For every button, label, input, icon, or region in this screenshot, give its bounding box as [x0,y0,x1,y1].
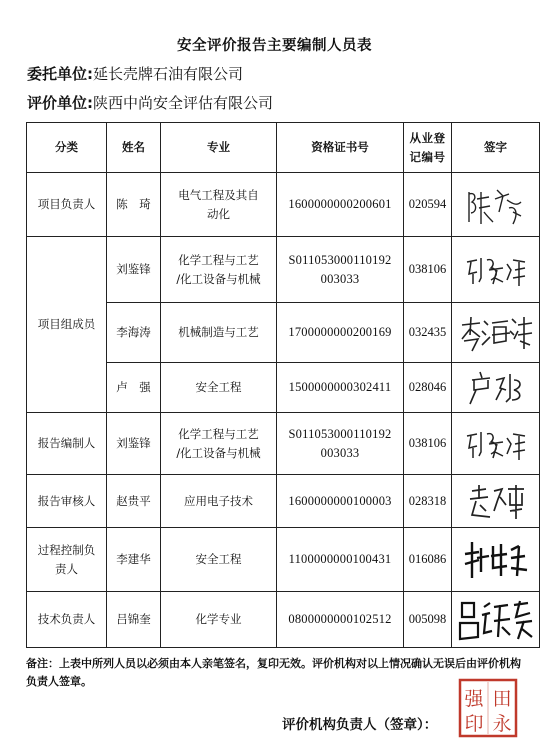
client-value: 延长壳牌石油有限公司 [93,65,244,83]
signature-image [466,368,526,408]
signature-image [466,481,526,521]
header-name: 姓名 [107,123,161,173]
cell-reg-no: 038106 [404,237,452,303]
assessor-value: 陕西中尚安全评估有限公司 [93,94,274,112]
header-specialty: 专业 [161,123,277,173]
cell-name: 刘鉴锋 [107,413,161,475]
cell-signature [452,528,540,592]
cell-specialty: 安全工程 [161,363,277,413]
client-line [27,63,243,84]
cell-name: 赵贵平 [107,475,161,528]
table-row [27,413,540,475]
assessor-label: 评价单位: [27,94,93,112]
table-row [27,528,540,592]
seal-char: 强 [464,688,484,710]
cell-name: 陈 琦 [107,173,161,237]
cell-cert: S011053000110192 003033 [277,237,404,303]
table-row [27,592,540,648]
table-row [27,237,540,303]
cell-specialty: 化学工程与工艺 /化工设备与机械 [161,237,277,303]
page-title: 安全评价报告主要编制人员表 [177,38,372,54]
cell-name: 李建华 [107,528,161,592]
cell-specialty: 机械制造与工艺 [161,303,277,363]
cell-category: 项目负责人 [27,173,107,237]
cell-signature [452,173,540,237]
cell-reg-no: 028046 [404,363,452,413]
cell-specialty: 化学工程与工艺 /化工设备与机械 [161,413,277,475]
seal-char: 印 [464,713,484,735]
signature-image [463,424,529,464]
cell-cert: 1600000000200601 [277,173,404,237]
cell-category: 报告编制人 [27,413,107,475]
cell-name: 卢 强 [107,363,161,413]
signature-image [463,250,529,290]
signature-image [458,311,534,355]
cell-specialty: 化学专业 [161,592,277,648]
header-cert: 资格证书号 [277,123,404,173]
cell-cert: 1100000000100431 [277,528,404,592]
cell-reg-no: 005098 [404,592,452,648]
cell-cert: 1500000000302411 [277,363,404,413]
cell-name: 李海涛 [107,303,161,363]
cell-specialty: 应用电子技术 [161,475,277,528]
seal-char: 田 [492,688,512,710]
cell-reg-no: 016086 [404,528,452,592]
signature-image [456,597,536,643]
cell-category: 报告审核人 [27,475,107,528]
staff-table [26,122,540,648]
header-signature: 签字 [452,123,540,173]
cell-signature [452,237,540,303]
cell-signature [452,475,540,528]
table-row [27,475,540,528]
cell-category: 技术负责人 [27,592,107,648]
signature-image [461,538,531,582]
cell-cert: 1600000000100003 [277,475,404,528]
table-row [27,173,540,237]
signer-label: 评价机构负责人（签章）： [282,717,438,733]
official-seal-stamp [457,677,519,739]
cell-signature [452,363,540,413]
cell-signature [452,413,540,475]
footnote: 备注：上表中所列人员以必须由本人亲笔签名，复印无效。评价机构对以上情况确认无误后由评价机构负责人签章。 [26,657,521,688]
cell-cert: 0800000000102512 [277,592,404,648]
cell-specialty: 安全工程 [161,528,277,592]
cell-name: 吕锦奎 [107,592,161,648]
cell-signature [452,303,540,363]
cell-reg-no: 028318 [404,475,452,528]
cell-reg-no: 032435 [404,303,452,363]
cell-name: 刘鉴锋 [107,237,161,303]
cell-cert: S011053000110192 003033 [277,413,404,475]
client-label: 委托单位: [27,65,93,83]
table-header-row [27,123,540,173]
signature-image [463,182,529,228]
seal-char: 永 [492,713,512,735]
header-reg-no: 从业登 记编号 [404,123,452,173]
cell-specialty: 电气工程及其自 动化 [161,173,277,237]
cell-category: 过程控制负 责人 [27,528,107,592]
cell-reg-no: 020594 [404,173,452,237]
cell-signature [452,592,540,648]
cell-category: 项目组成员 [27,237,107,413]
assessor-line [27,92,273,113]
cell-reg-no: 038106 [404,413,452,475]
header-category: 分类 [27,123,107,173]
cell-cert: 1700000000200169 [277,303,404,363]
